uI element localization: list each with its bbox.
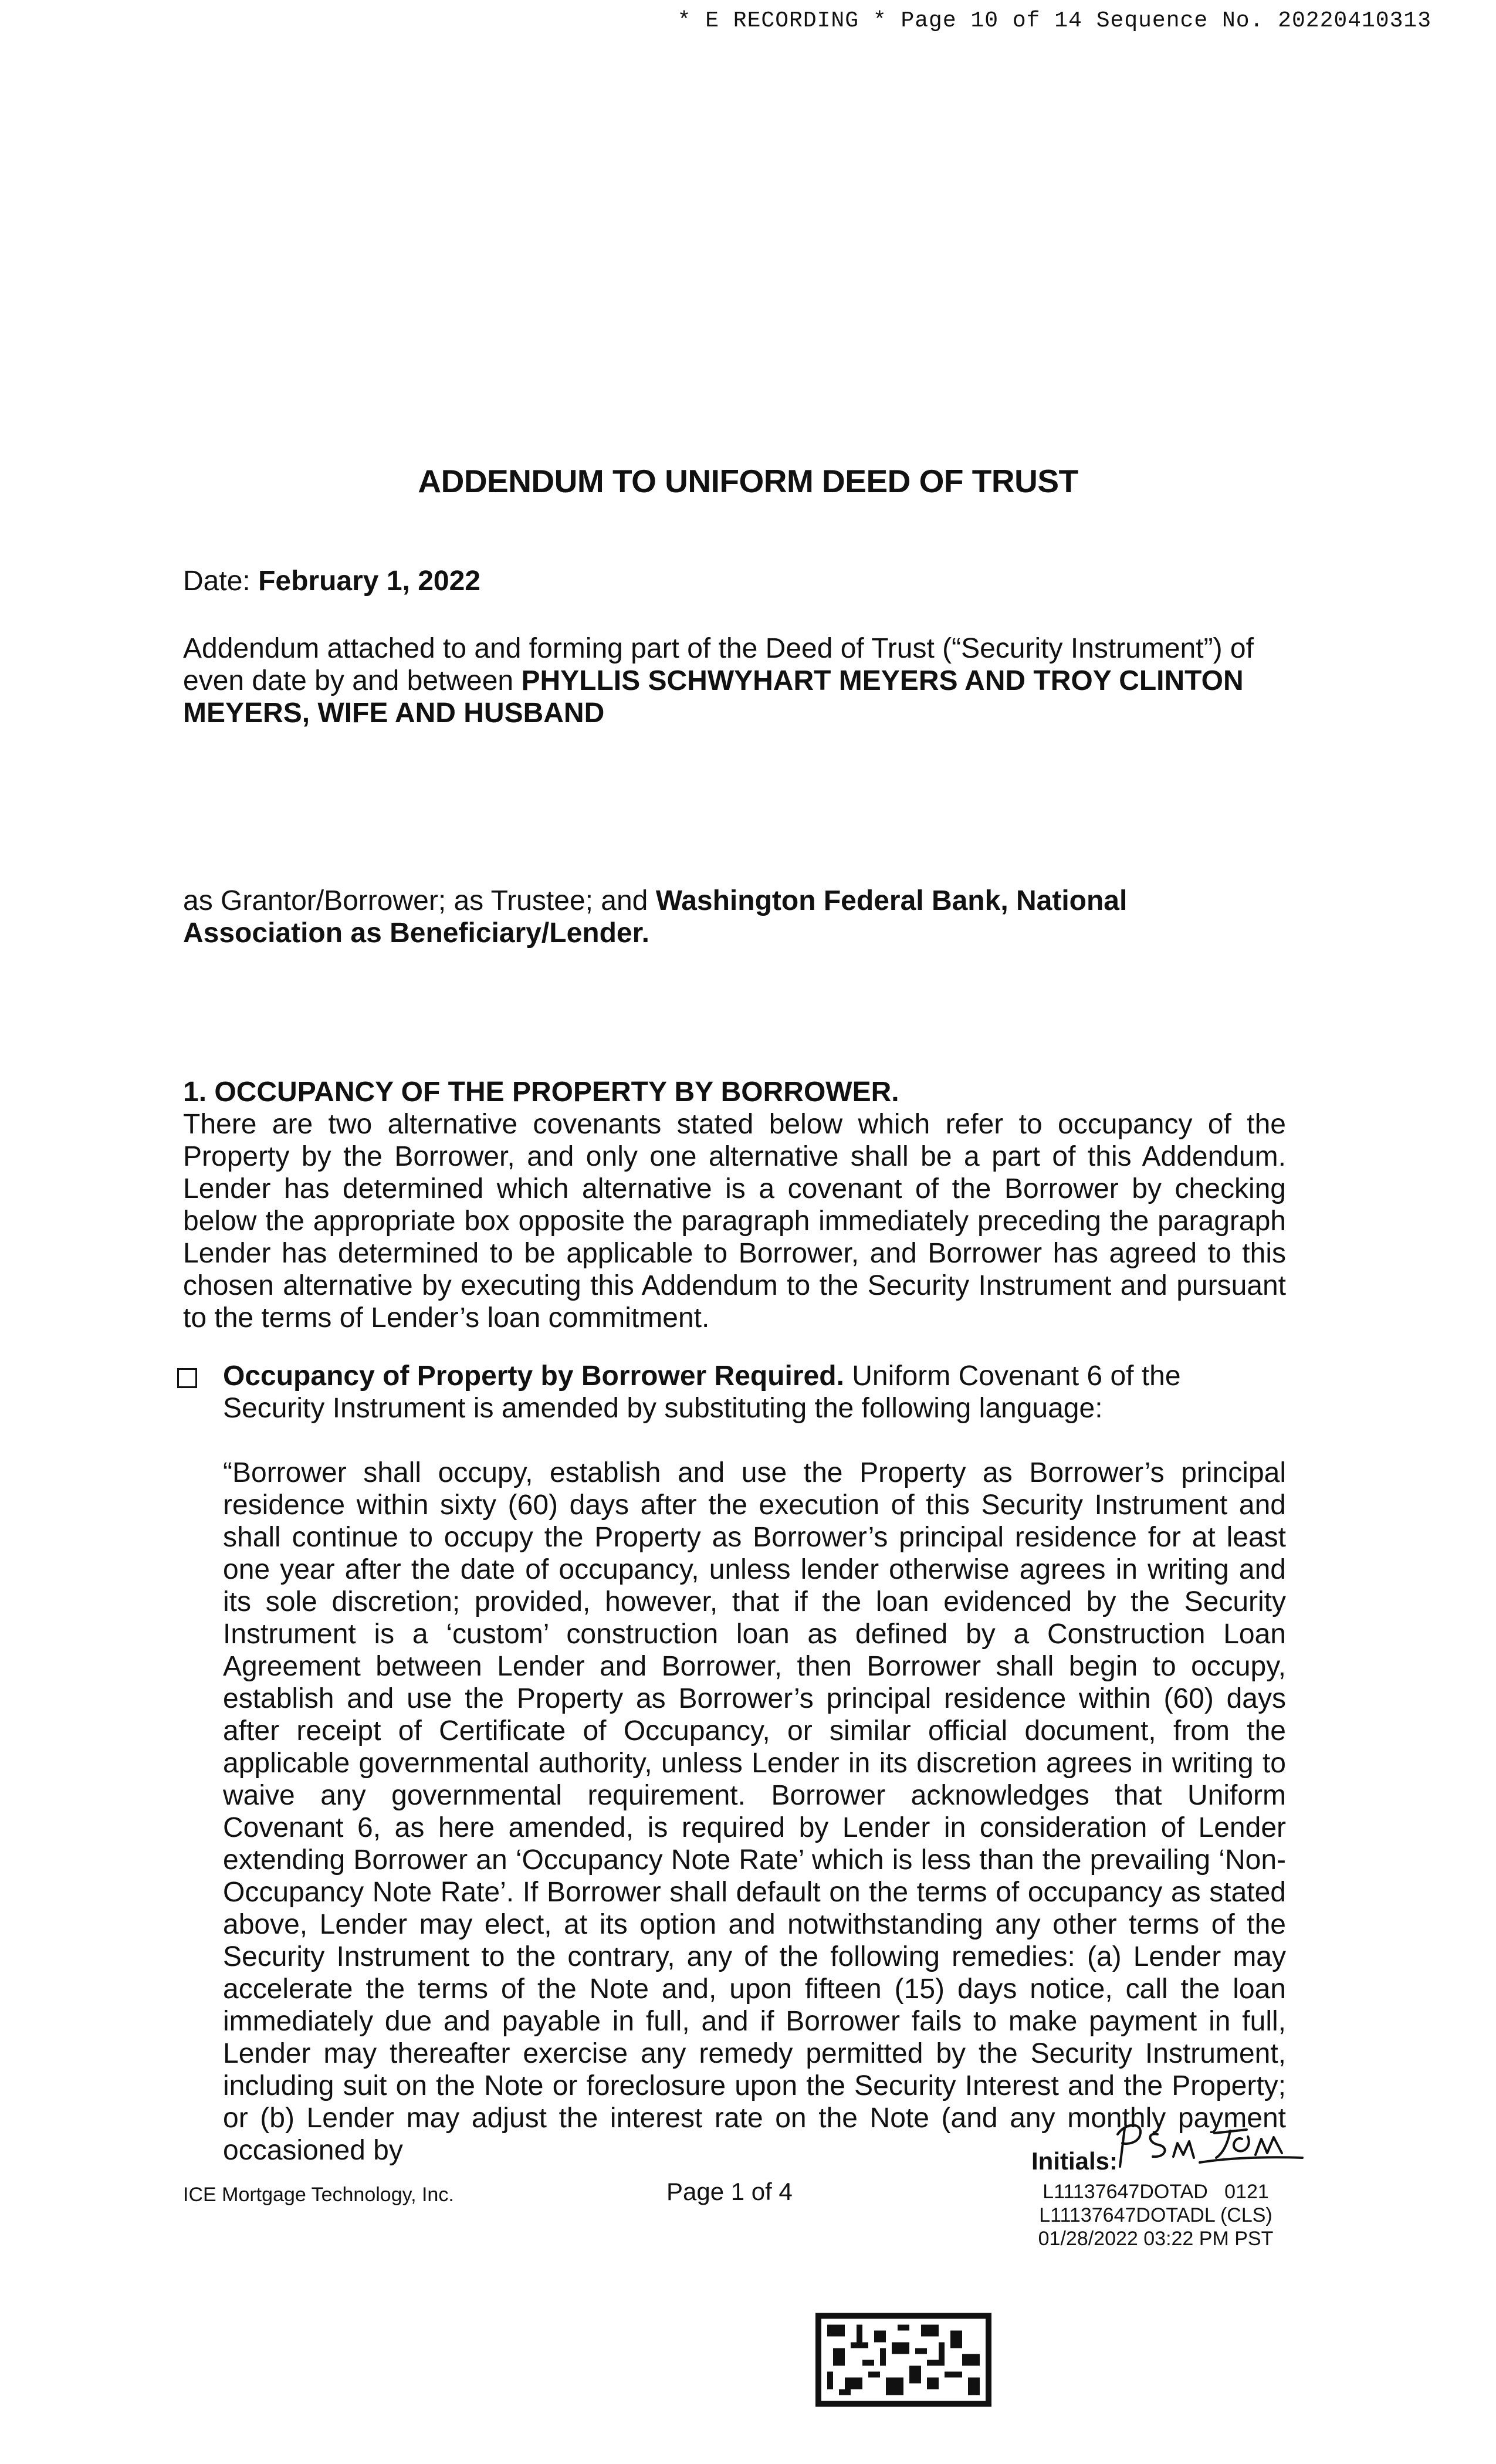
occupancy-required-checkbox[interactable] (177, 1368, 197, 1388)
occupancy-option-text (223, 1360, 1286, 1424)
form-id-2: L11137647DOTADL (CLS) (1039, 2204, 1272, 2226)
footer-page-number: Page 1 of 4 (666, 2178, 793, 2205)
intro-text: Addendum attached to and forming part of the Deed of Trust (“Security Instrument”) of even date by and between (183, 633, 1254, 696)
lender-name: Washington Federal Bank, National Association as Beneficiary/Lender. (183, 885, 1128, 949)
covenant-quote: “Borrower shall occupy, establish and use the Property as Borrower’s principal residence within sixty (60) days after the execution of this Security Instrument and shall continue to occupy the Property as Borrower’s principal residence for at least one year after the date of occupancy, unless lender otherwise agrees in writing and its sole discretion; provided, however, that if the loan evidenced by the Security Instrument is a ‘custom’ construction loan as defined by a Construction Loan Agreement between Lender and Borrower, then Borrower shall begin to occupy, establish and use the Property as Borrower’s principal residence within (60) days after receipt of Certificate of Occupancy, or similar official document, from the applicable governmental authority, unless Lender in its discretion agrees in writing to waive any governmental requirement. Borrower acknowledges that Uniform Covenant 6, as here amended, is required by Lender in consideration of Lender extending Borrower an ‘Occupancy Note Rate’ which is less than the prevailing ‘Non-Occupancy Note Rate’. If Borrower shall default on the terms of occupancy as stated above, Lender may elect, at its option and notwithstanding any other terms of the Security Instrument to the contrary, any of the following remedies: (a) Lender may accelerate the terms of the Note and, upon fifteen (15) days notice, call the loan immediately due and payable in full, and if Borrower fails to make payment in full, Lender may thereafter exercise any remedy permitted by the Security Instrument, including suit on the Note or foreclosure upon the Security Interest and the Property; or (b) Lender may adjust the interest rate on the Note (and any monthly payment occasioned by (223, 1457, 1286, 2166)
section-heading: 1. OCCUPANCY OF THE PROPERTY BY BORROWER. (183, 1077, 899, 1108)
section-occupancy (183, 1076, 1286, 1334)
grantor-paragraph (183, 885, 1286, 949)
addendum-intro (183, 632, 1286, 729)
form-id-1: L11137647DOTAD 0121 (1043, 2181, 1269, 2203)
footer-company: ICE Mortgage Technology, Inc. (183, 2184, 454, 2206)
date-line (183, 565, 480, 597)
initials-signature (1112, 2111, 1305, 2172)
occupancy-option-heading: Occupancy of Property by Borrower Required. (223, 1360, 844, 1392)
initials-label: Initials: (1031, 2147, 1118, 2175)
borrower-parties: PHYLLIS SCHWYHART MEYERS AND TROY CLINTON MEYERS, WIFE AND HUSBAND (183, 665, 1244, 729)
footer-form-info (1015, 2180, 1297, 2250)
date-label: Date: (183, 566, 251, 597)
date-value: February 1, 2022 (258, 566, 480, 597)
recording-header: * E RECORDING * Page 10 of 14 Sequence No. 20220410313 (677, 8, 1431, 33)
section-body: There are two alternative covenants stated below which refer to occupancy of the Property by the Borrower, and only one alternative shall be a part of this Addendum. Lender has determined which alternative is a covenant of the Borrower by checking below the appropriate box opposite the paragraph immediately preceding the paragraph Lender has determined to be applicable to Borrower, and Borrower has agreed to this chosen alternative by executing this Addendum to the Security Instrument and pursuant to the terms of Lender’s loan commitment. (183, 1109, 1286, 1333)
grantor-text: as Grantor/Borrower; as Trustee; and (183, 885, 656, 916)
barcode-icon (815, 2311, 991, 2408)
form-timestamp: 01/28/2022 03:22 PM PST (1038, 2228, 1274, 2250)
occupancy-option-body: Uniform Covenant 6 of the Security Instrument is amended by substituting the following language: (223, 1360, 1181, 1424)
page-title: ADDENDUM TO UNIFORM DEED OF TRUST (418, 463, 1078, 499)
